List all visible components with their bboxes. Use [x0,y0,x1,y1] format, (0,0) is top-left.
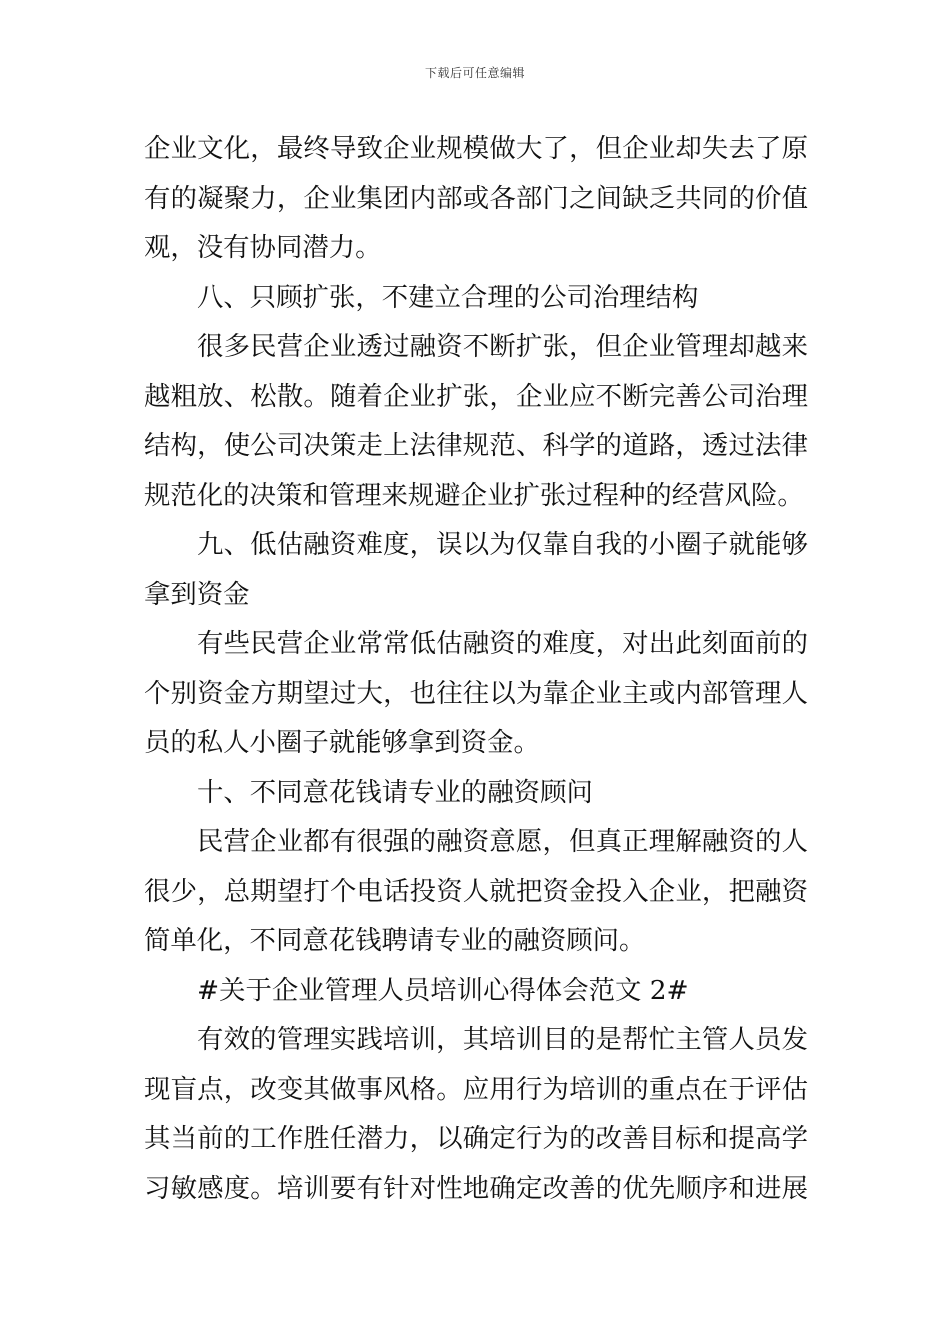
text-line: 现盲点，改变其做事风格。应用行为培训的重点在于评估 [144,1073,808,1105]
page-header-note: 下载后可任意编辑 [424,66,525,80]
text-line: 越粗放、松散。随着企业扩张，企业应不断完善公司治理 [144,380,808,412]
text-line: 有的凝聚力，企业集团内部或各部门之间缺乏共同的价值 [144,182,808,214]
text-line: 很多民营企业透过融资不断扩张，但企业管理却越来 [197,331,808,362]
text-line: 个别资金方期望过大，也往往以为靠企业主或内部管理人 [144,677,808,709]
section-heading [144,520,808,619]
section-title [144,966,808,1016]
section-heading [144,768,808,818]
paragraph [144,619,808,768]
text-line: 员的私人小圈子就能够拿到资金。 [144,727,540,758]
text-line: 企业文化，最终导致企业规模做大了，但企业却失去了原 [144,133,808,164]
text-line: 八、只顾扩张，不建立合理的公司治理结构 [197,281,699,313]
paragraph [144,1015,808,1213]
text-line: 拿到资金 [144,578,250,610]
text-line: #关于企业管理人员培训心得体会范文 2# [197,974,689,1006]
section-heading [144,273,808,323]
text-line: 规范化的决策和管理来规避企业扩张过程种的经营风险。 [144,479,804,511]
text-line: 十、不同意花钱请专业的融资顾问 [197,776,593,808]
paragraph [144,124,808,273]
text-line: 有些民营企业常常低估融资的难度，对出此刻面前的 [197,628,808,659]
text-line: 很少，总期望打个电话投资人就把资金投入企业，把融资 [144,875,808,907]
text-line: 有效的管理实践培训，其培训目的是帮忙主管人员发 [197,1024,808,1055]
text-line: 其当前的工作胜任潜力，以确定行为的改善目标和提高学 [144,1123,808,1154]
paragraph [144,322,808,520]
paragraph [144,817,808,966]
document-body [144,124,808,1213]
text-line: 习敏感度。培训要有针对性地确定改善的优先顺序和进展 [144,1172,808,1204]
text-line: 结构，使公司决策走上法律规范、科学的道路，透过法律 [144,430,808,461]
text-line: 九、低估融资难度，误以为仅靠自我的小圈子就能够 [197,529,808,560]
text-line: 民营企业都有很强的融资意愿，但真正理解融资的人 [197,826,808,857]
text-line: 简单化，不同意花钱聘请专业的融资顾问。 [144,925,646,956]
text-line: 观，没有协同潜力。 [144,232,382,263]
